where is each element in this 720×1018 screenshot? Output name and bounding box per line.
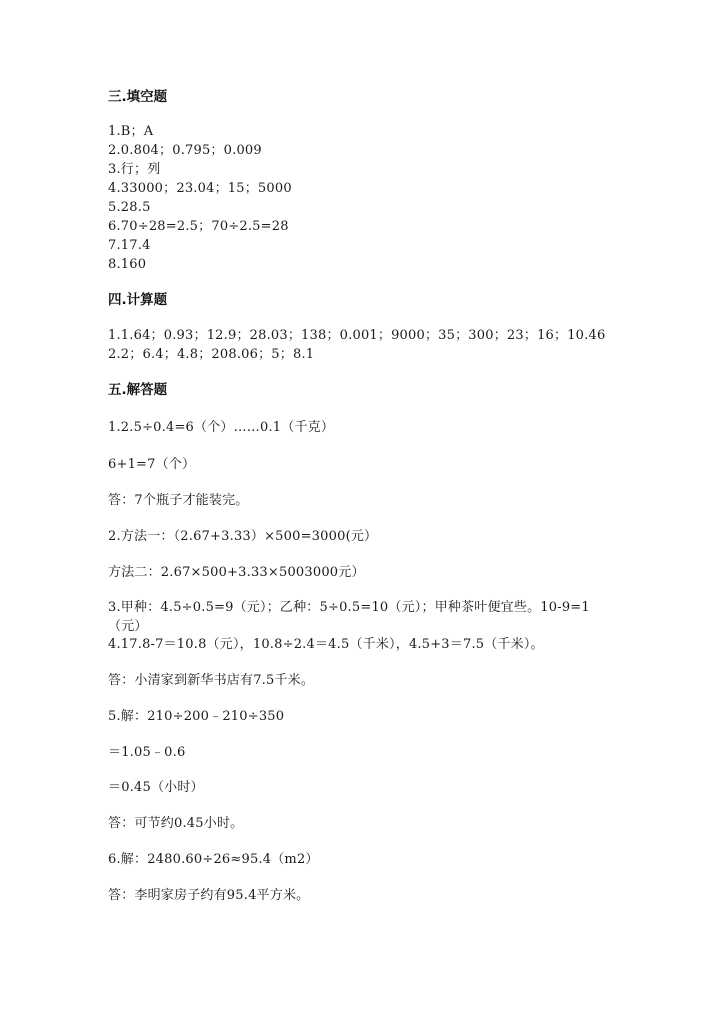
problem-1-answer: 答：7个瓶子才能装完。 [108, 493, 249, 508]
calc-answer-2: 2.2；6.4；4.8；208.06；5；8.1 [108, 347, 315, 362]
problem-1-step-2: 6+1=7（个） [108, 457, 196, 472]
problem-5-step-2: ＝1.05﹣0.6 [108, 745, 186, 760]
fill-answer-4: 4.33000；23.04；15；5000 [108, 181, 292, 196]
fill-answer-6: 6.70÷28=2.5；70÷2.5=28 [108, 219, 289, 234]
problem-4-solution: 4.17.8-7＝10.8（元），10.8÷2.4＝4.5（千米），4.5+3＝7.5（千米）。 [108, 637, 544, 652]
problem-6-step-1: 6.解：2480.60÷26≈95.4（m2） [108, 852, 319, 867]
fill-answer-1: 1.B；A [108, 124, 154, 139]
problem-6-answer: 答：李明家房子约有95.4平方米。 [108, 888, 310, 903]
problem-2-method-2: 方法二：2.67×500+3.33×5003000元） [108, 565, 365, 580]
problem-3-solution: 3.甲种：4.5÷0.5=9（元）；乙种：5÷0.5=10（元）；甲种茶叶便宜些。10-9=1（元） [108, 600, 590, 634]
section-title-word-problems: 五.解答题 [108, 382, 168, 398]
fill-answer-8: 8.160 [108, 257, 147, 272]
fill-answer-2: 2.0.804；0.795；0.009 [108, 143, 262, 158]
section-title-fill-blank: 三.填空题 [108, 89, 168, 105]
problem-5-step-3: ＝0.45（小时） [108, 780, 204, 795]
fill-answer-7: 7.17.4 [108, 238, 151, 253]
fill-answer-5: 5.28.5 [108, 200, 151, 215]
section-title-calculation: 四.计算题 [108, 292, 168, 308]
calc-answer-1: 1.1.64；0.93；12.9；28.03；138；0.001；9000；35；300；23；16；10.46 [108, 328, 606, 343]
problem-1-step-1: 1.2.5÷0.4=6（个）……0.1（千克） [108, 420, 335, 435]
problem-5-step-1: 5.解：210÷200﹣210÷350 [108, 709, 285, 724]
problem-2-method-1: 2.方法一：（2.67+3.33）×500=3000(元） [108, 529, 378, 544]
fill-answer-3: 3.行；列 [108, 162, 161, 177]
problem-5-answer: 答：可节约0.45小时。 [108, 816, 244, 831]
problem-4-answer: 答：小清家到新华书店有7.5千米。 [108, 673, 315, 688]
